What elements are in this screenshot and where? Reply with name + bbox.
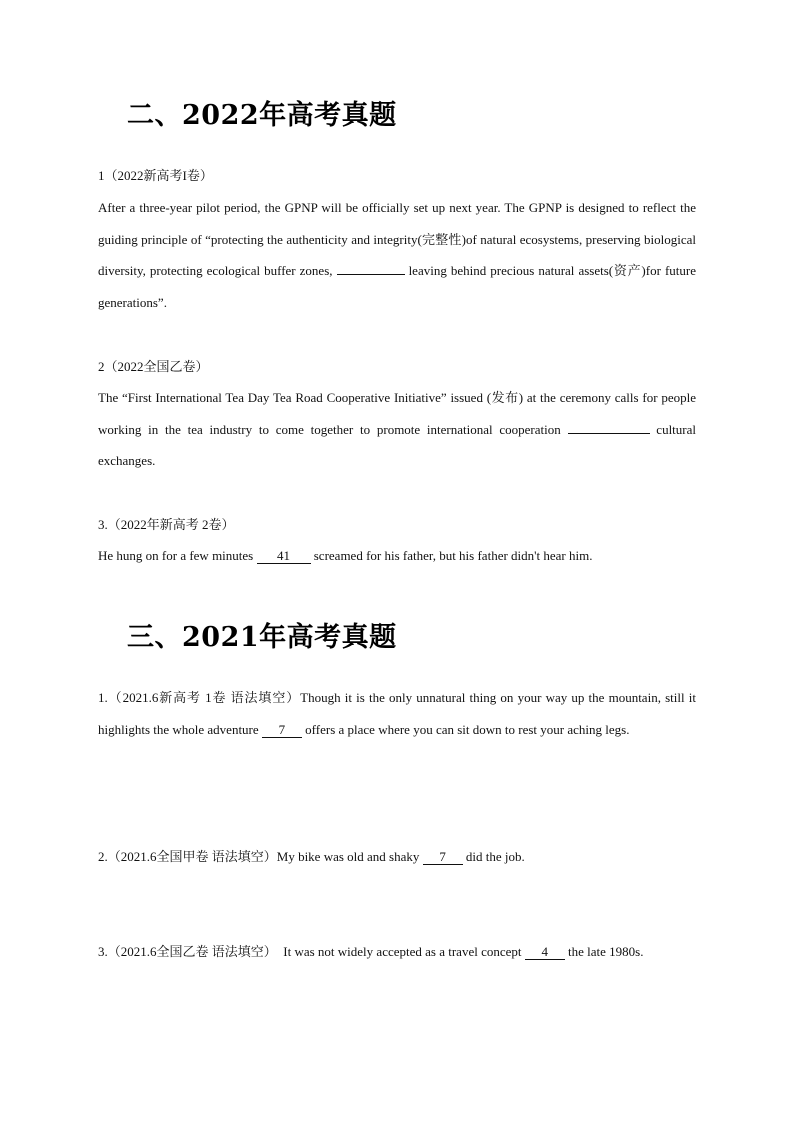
answer-blank[interactable]: 7 bbox=[423, 850, 463, 865]
question-text-after: did the job. bbox=[465, 849, 525, 864]
question-text-after: screamed for his father, but his father didn't hear him. bbox=[313, 548, 593, 563]
section-heading-2022: 二、2022年高考真题 bbox=[127, 100, 397, 131]
question-text-before: It was not widely accepted as a travel concept bbox=[283, 944, 522, 959]
question-text-after: offers a place where you can sit down to rest your aching legs. bbox=[305, 721, 630, 737]
question-text-before: Though it is the only unnatural thing on your way up the mountain, still it highlights the whole adventure bbox=[98, 690, 696, 737]
question-text bbox=[98, 382, 696, 477]
question-text-after: leaving behind precious natural assets(资产)for future generations”. bbox=[98, 263, 696, 310]
question-label: 3.（2022年新高考 2卷） bbox=[98, 517, 235, 532]
question-text-before: After a three-year pilot period, the GPNP will be officially set up next year. The GPNP is designed to reflect the guiding principle of “protecting the authenticity and integrity(完整性)of natural ecosystems, preserving biological diversity, protecting ecological buffer zones, bbox=[98, 200, 696, 278]
question-text bbox=[98, 540, 696, 572]
question-label: 2（2022全国乙卷） bbox=[98, 359, 209, 374]
answer-blank[interactable]: 4 bbox=[525, 945, 565, 960]
question-text-before: He hung on for a few minutes bbox=[98, 548, 254, 563]
question-text-after: the late 1980s. bbox=[568, 944, 644, 959]
question-text-after: cultural exchanges. bbox=[98, 421, 697, 468]
answer-blank[interactable] bbox=[568, 433, 650, 434]
question-label: 1.（2021.6新高考 1卷 语法填空） bbox=[98, 690, 301, 705]
question-label: 2.（2021.6全国甲卷 语法填空） bbox=[98, 849, 277, 864]
section-heading-2021: 三、2021年高考真题 bbox=[127, 622, 397, 653]
question-text bbox=[98, 936, 696, 968]
answer-blank[interactable] bbox=[337, 274, 405, 275]
question-text bbox=[98, 841, 696, 873]
answer-blank[interactable]: 7 bbox=[262, 723, 302, 738]
question-label: 3.（2021.6全国乙卷 语法填空） bbox=[98, 944, 277, 959]
question-text-before: My bike was old and shaky bbox=[276, 849, 420, 864]
answer-blank[interactable]: 41 bbox=[257, 549, 311, 564]
question-label: 1（2022新高考I卷） bbox=[98, 168, 213, 183]
question-text bbox=[98, 192, 696, 318]
question-text-before: The “First International Tea Day Tea Road Cooperative Initiative” issued (发布) at the ceremony calls for people working in the tea industry to come together to promote international cooperation bbox=[98, 390, 696, 437]
question-text bbox=[98, 682, 696, 745]
